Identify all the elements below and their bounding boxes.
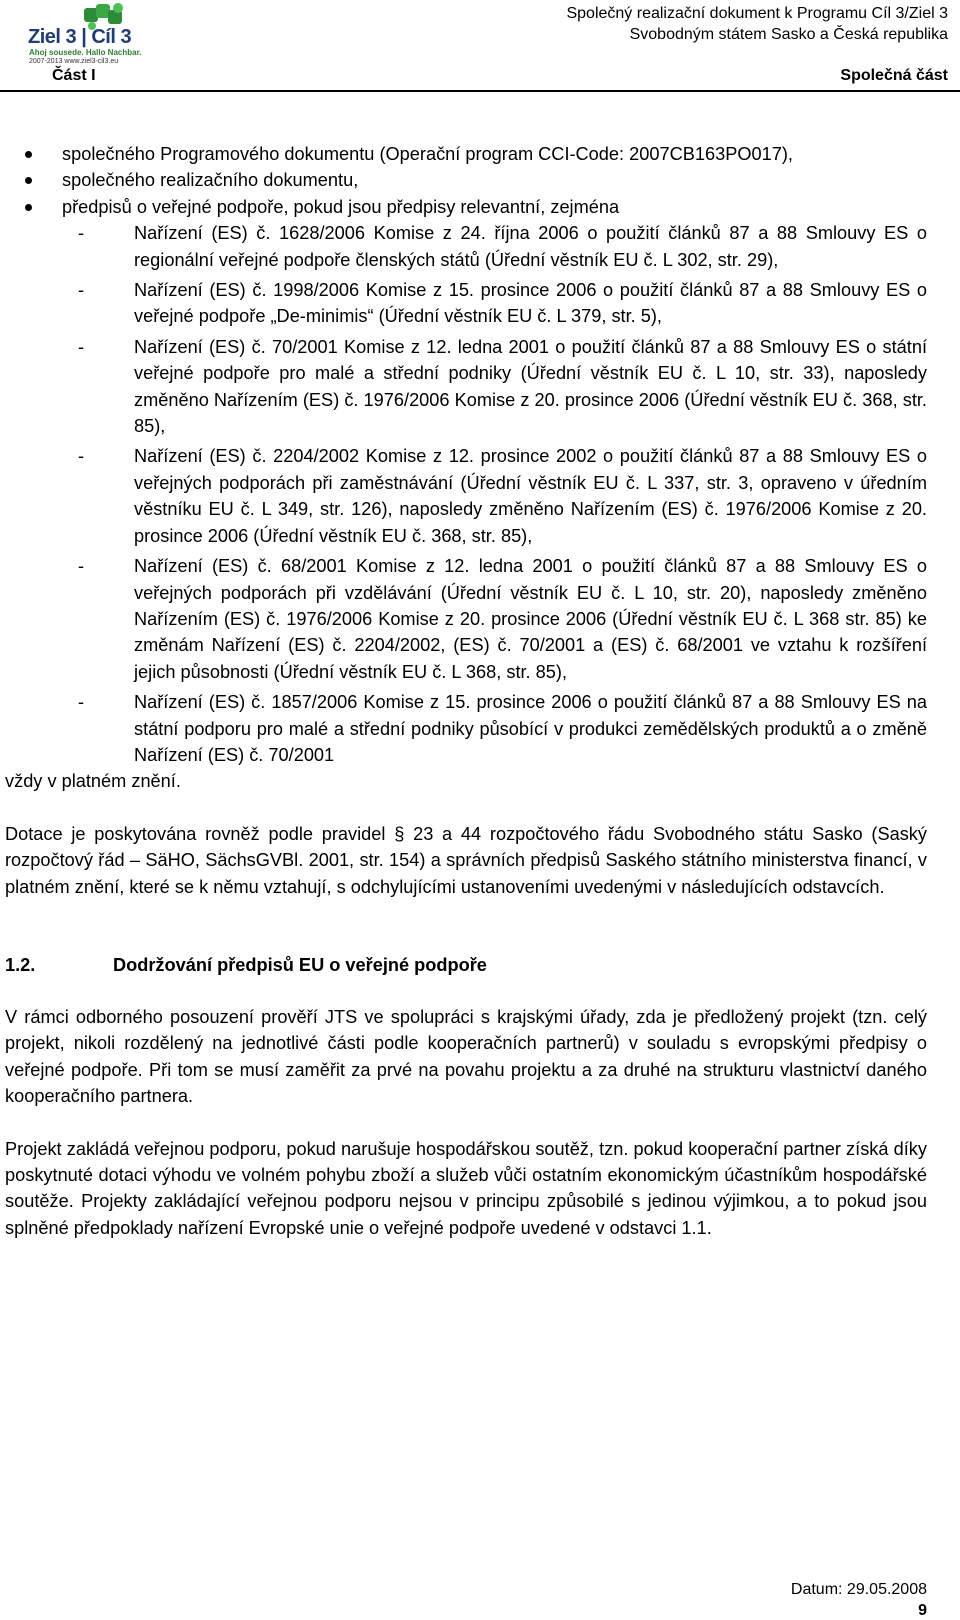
regulation-item <box>5 689 927 768</box>
page-body <box>5 141 927 1241</box>
regulation-item <box>5 443 927 549</box>
paragraph-projekt: Projekt zakládá veřejnou podporu, pokud narušuje hospodářskou soutěž, tzn. pokud kooperační partner získá díky poskytnuté dotaci výhodu ve volném pohybu zboží a služeb vůči ostatním ekonomickým účastníkům hospodářské soutěže. Projekty zakládající veřejnou podporu nejsou v principu způsobilé s jedinou výjimkou, a to pokud jsou splněné předpoklady nařízení Evropské unie o veřejné podpoře uvedené v odstavci 1.1. <box>5 1138 927 1238</box>
dash-marker: - <box>78 223 85 244</box>
page-number: 9 <box>918 1602 927 1619</box>
source-list <box>5 141 927 220</box>
regulation-text: Nařízení (ES) č. 1628/2006 Komise z 24. října 2006 o použití článků 87 a 88 Smlouvy ES o regionální veřejné podpoře členských států (Úřední věstník EU č. L 302, str. 29), <box>134 223 927 270</box>
list-item-text: předpisů o veřejné podpoře, pokud jsou předpisy relevantní, zejména <box>62 196 620 217</box>
regulation-list <box>5 220 927 768</box>
program-logo <box>28 2 142 68</box>
dash-marker: - <box>78 446 85 467</box>
list-item <box>5 167 927 193</box>
document-title-line2: Svobodným státem Sasko a Česká republika <box>629 26 948 43</box>
dash-marker: - <box>78 336 85 357</box>
header-divider <box>0 90 960 92</box>
list-item <box>5 141 927 167</box>
dash-marker: - <box>78 280 85 301</box>
list-item-text: společného Programového dokumentu (Operační program CCI-Code: 2007CB163PO017), <box>62 144 793 164</box>
logo-title: Ziel 3 | Cíl 3 <box>28 26 132 48</box>
bullet-icon <box>25 177 32 184</box>
closing-line: vždy v platném znění. <box>5 771 181 792</box>
list-item-text: společného realizačního dokumentu, <box>62 170 359 191</box>
bullet-icon <box>25 204 32 211</box>
bullet-icon <box>25 151 32 158</box>
paragraph-dotace: Dotace je poskytována rovněž podle pravidel § 23 a 44 rozpočtového řádu Svobodného státu Sasko (Saský rozpočtový řád – SäHO, SächsGVBl. 2001, str. 154) a správních předpisů Saského státního ministerstva financí, v platném znění, které se k němu vztahují, s odchylujícími ustanoveními uvedenými v následujících odstavcích. <box>5 823 927 897</box>
regulation-item <box>5 334 927 440</box>
regulation-text: Nařízení (ES) č. 1998/2006 Komise z 15. prosince 2006 o použití článků 87 a 88 Smlouvy ES o veřejné podpoře „De-minimis“ (Úřední věstník EU č. L 379, str. 5), <box>134 280 927 327</box>
dash-marker: - <box>78 692 85 713</box>
regulation-item <box>5 277 927 330</box>
part-section-label: Společná část <box>840 67 948 84</box>
document-title-line1: Společný realizační dokument k Programu Cíl 3/Ziel 3 <box>566 5 948 22</box>
regulation-text: Nařízení (ES) č. 68/2001 Komise z 12. ledna 2001 o použití článků 87 a 88 Smlouvy ES o veřejných podporách při vzdělávání (Úřední věstník EU č. L 10, str. 20), naposledy změněno Nařízením (ES) č. 1976/2006 Komise z 20. prosince 2006 (Úřední věstník EU č. L 368 str. 85) ke změnám Nařízení (ES) č. 2204/2002, (ES) č. 70/2001 a (ES) č. 68/2001 ve vztahu k rozšíření jejich působnosti (Úřední věstník EU č. L 368, str. 85), <box>134 556 927 682</box>
list-item <box>5 194 927 220</box>
part-label: Část I <box>52 67 96 84</box>
regulation-item <box>5 553 927 685</box>
footer-date: Datum: 29.05.2008 <box>790 1581 927 1598</box>
paragraph-jts: V rámci odborného posouzení prověří JTS ve spolupráci s krajskými úřady, zda je předložený projekt (tzn. celý projekt, nikoli rozdělený na jednotlivé části podle kooperačních partnerů) v souladu s evropskými předpisy o veřejné podpoře. Při tom se musí zaměřit za prvé na povahu projektu a za druhé na strukturu vlastnictví daného kooperačního partnera. <box>5 1006 927 1107</box>
section-number: 1.2. <box>5 954 36 975</box>
dash-marker: - <box>78 556 85 577</box>
regulation-text: Nařízení (ES) č. 70/2001 Komise z 12. ledna 2001 o použití článků 87 a 88 Smlouvy ES o státní veřejné podpoře pro malé a střední podniky (Úřední věstník EU č. L 10, str. 33), naposledy změněno Nařízením (ES) č. 1976/2006 Komise z 20. prosince 2006 (Úřední věstník EU č. 368, str. 85), <box>134 336 927 437</box>
section-title: Dodržování předpisů EU o veřejné podpoře <box>113 954 487 975</box>
section-heading <box>5 952 927 978</box>
regulation-text: Nařízení (ES) č. 2204/2002 Komise z 12. prosince 2002 o použití článků 87 a 88 Smlouvy ES o veřejných podporách při zaměstnávání (Úřední věstník EU č. L 337, str. 3, opraveno v úředním věstníku EU č. L 349, str. 126), naposledy změněno Nařízením (ES) č. 1976/2006 Komise z 20. prosince 2006 (Úřední věstník EU č. 368, str. 85), <box>134 446 927 546</box>
document-title <box>566 3 948 45</box>
logo-slogan: Ahoj sousede. Hallo Nachbar. <box>29 48 142 57</box>
regulation-text: Nařízení (ES) č. 1857/2006 Komise z 15. prosince 2006 o použití článků 87 a 88 Smlouvy ES na státní podporu pro malé a střední podniky působící v produkci zemědělských produktů a o změně Nařízení (ES) č. 70/2001 <box>134 692 927 765</box>
page-header <box>0 0 960 92</box>
regulation-item <box>5 220 927 273</box>
logo-url: 2007-2013 www.ziel3-cil3.eu <box>29 58 119 65</box>
